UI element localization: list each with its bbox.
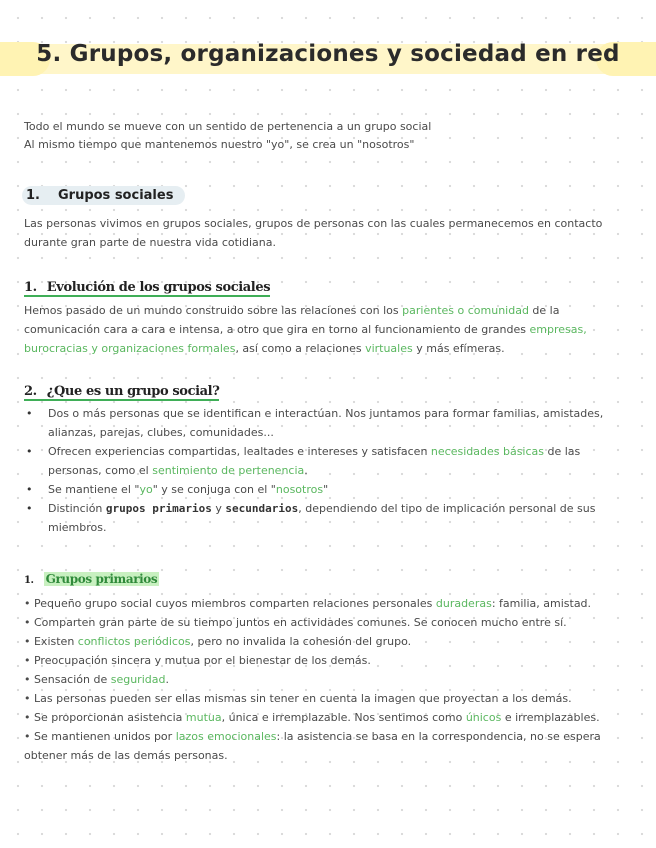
section-title: Grupos sociales bbox=[57, 188, 174, 203]
heading-grupos-primarios: 1. Grupos primarios bbox=[24, 572, 158, 586]
list-item: • Se proporcionan asistencia mutua, única e irremplazable. Nos sentimos como únicos e irremplazables. bbox=[24, 711, 600, 724]
section-heading-grupos-sociales bbox=[22, 184, 185, 205]
highlight-parientes: parientes o comunidad bbox=[402, 304, 529, 317]
list-item: • Preocupación sincera y mutua por el bienestar de los demás. bbox=[24, 654, 371, 667]
intro-line-1: Todo el mundo se mueve con un sentido de pertenencia a un grupo social bbox=[24, 120, 432, 133]
list-item: • Comparten gran parte de su tiempo juntos en actividades comunes. Se conocen mucho entre sí. bbox=[24, 616, 567, 629]
highlight-virtuales: virtuales bbox=[365, 342, 413, 355]
intro-line-2: Al mismo tiempo que mantenemos nuestro "yo", se crea un "nosotros" bbox=[24, 138, 415, 151]
section-number: 1. bbox=[26, 188, 40, 203]
list-item: • Las personas pueden ser ellas mismas sin tener en cuenta la imagen que proyectan a los demás. bbox=[24, 692, 572, 705]
list-item: • Pequeño grupo social cuyos miembros comparten relaciones personales duraderas: familia, amistad. bbox=[24, 597, 592, 610]
grupos-sociales-text: Las personas vivimos en grupos sociales, grupos de personas con las cuales permanecemos en contacto durante gran parte de nuestra vida cotidiana. bbox=[24, 217, 603, 249]
highlight-empresas: empresas, burocracias y organizaciones formales bbox=[24, 323, 587, 355]
intro-text bbox=[24, 118, 431, 154]
evolucion-text: Hemos pasado de un mundo construido sobre las relaciones con los parientes o comunidad de la comunicación cara a cara e intensa, a otro que gira en torno al funcionamiento de grandes empresas, burocracias y organizaciones formales, así como a relaciones virtuales y más efímeras. bbox=[24, 304, 587, 355]
page-title: 5. Grupos, organizaciones y sociedad en red bbox=[36, 41, 620, 67]
grupos-primarios-list bbox=[24, 594, 624, 765]
list-item: • Dos o más personas que se identifican e interactúan. Nos juntamos para formar familias, amistades, alianzas, parejas, clubes, comunidades... bbox=[24, 404, 614, 442]
list-item: • Se mantienen unidos por lazos emocionales: la asistencia se basa en la correspondencia, no se espera obtener más de las demás personas. bbox=[24, 730, 601, 762]
list-item: • Se mantiene el "yo" y se conjuga con el "nosotros" bbox=[24, 480, 614, 499]
list-item: • Ofrecen experiencias compartidas, lealtades e intereses y satisfacen necesidades básicas de las personas, como el sentimiento de pertenencia. bbox=[24, 442, 614, 480]
list-item: • Distinción grupos primarios y secundarios, dependiendo del tipo de implicación personal de sus miembros. bbox=[24, 499, 614, 537]
que-es-list bbox=[24, 404, 614, 537]
heading-evolucion: 1. Evolución de los grupos sociales bbox=[24, 280, 271, 295]
list-item: • Sensación de seguridad. bbox=[24, 673, 169, 686]
list-item: • Existen conflictos periódicos, pero no invalida la cohesión del grupo. bbox=[24, 635, 412, 648]
heading-que-es: 2. ¿Que es un grupo social? bbox=[24, 384, 220, 399]
